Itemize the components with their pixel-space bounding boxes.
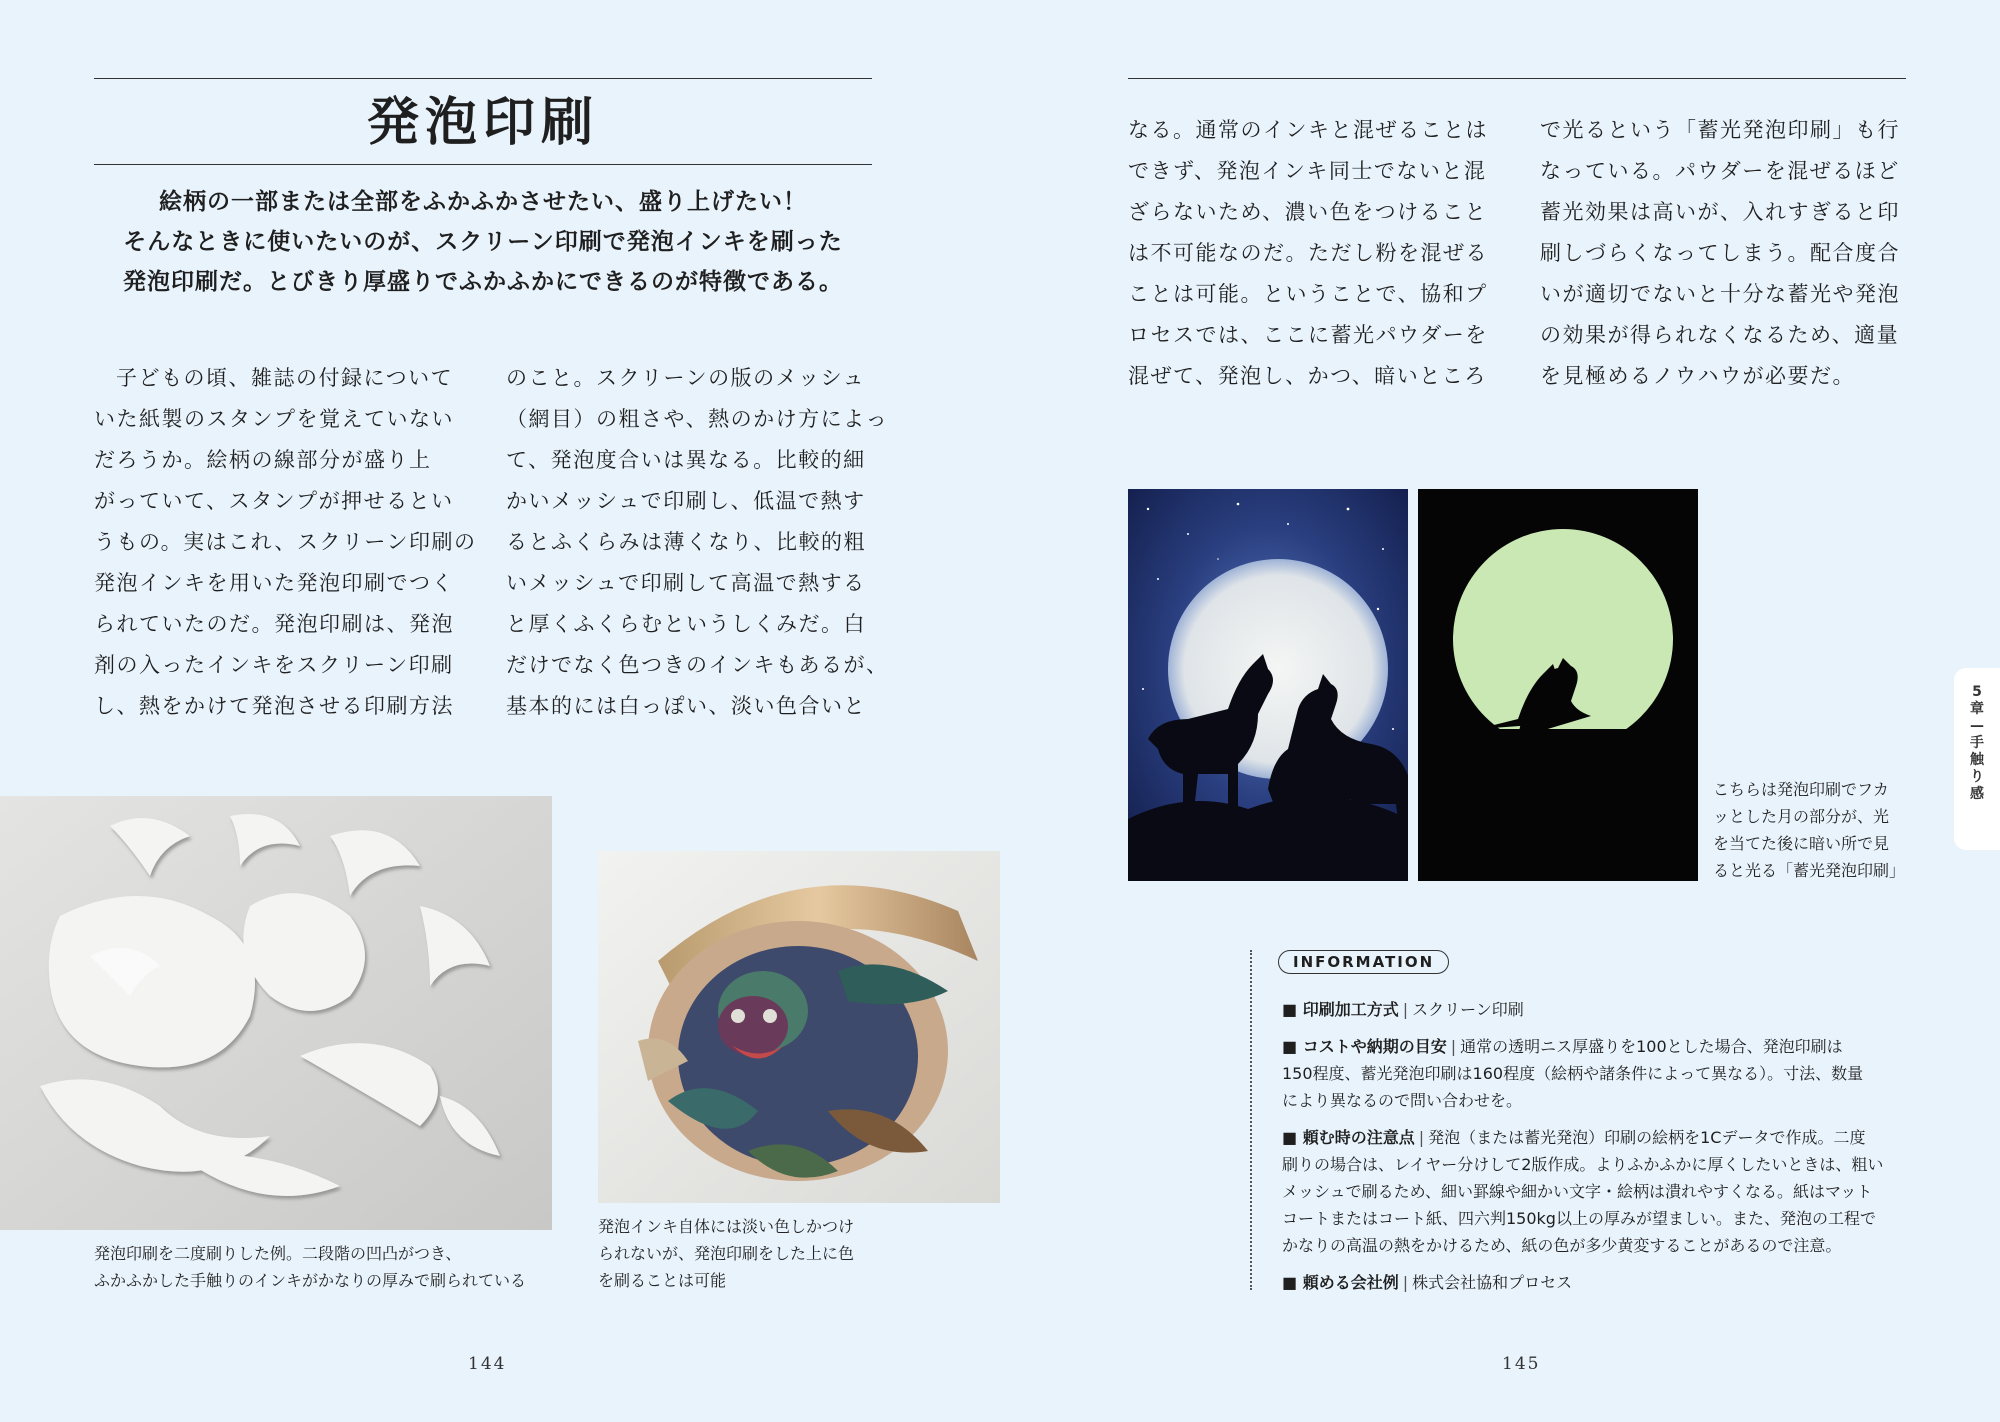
chapter-tab-char: — — [1970, 718, 1984, 734]
body-line: ロセスでは、ここに蓄光パウダーを — [1128, 323, 1488, 347]
info-value: 発泡（または蓄光発泡）印刷の絵柄を1Cデータで作成。二度 — [1428, 1128, 1866, 1147]
title-rule-bottom — [94, 164, 872, 165]
body-line: るとふくらみは薄くなり、比較的粗 — [506, 530, 866, 554]
body-line: のこと。スクリーンの版のメッシュ — [506, 366, 866, 390]
body-line: 混ぜて、発泡し、かつ、暗いところ — [1128, 364, 1487, 388]
info-key: ■ 印刷加工方式 — [1282, 1000, 1399, 1019]
right-body-column-2 — [1540, 110, 1920, 397]
info-line: かなりの高温の熱をかけるため、紙の色が多少黄変することがあるので注意。 — [1282, 1236, 1842, 1255]
information-body — [1282, 996, 1912, 1306]
page-number-left: 144 — [468, 1354, 507, 1374]
body-line: いメッシュで印刷して高温で熱する — [506, 571, 866, 595]
chapter-tab-char: り — [1970, 769, 1984, 785]
colored-foam-print-photo — [598, 851, 1000, 1203]
body-line: て、発泡度合いは異なる。比較的細 — [506, 448, 866, 472]
body-line: 蓄光効果は高いが、入れすぎると印 — [1540, 200, 1900, 224]
body-line: を見極めるノウハウが必要だ。 — [1540, 364, 1855, 388]
body-line: 剤の入ったインキをスクリーン印刷 — [94, 653, 454, 677]
caption-line: ッとした月の部分が、光 — [1713, 807, 1890, 826]
caption-line: 発泡印刷を二度刷りした例。二段階の凹凸がつき、 — [94, 1244, 462, 1263]
body-line: 子どもの頃、雑誌の付録について — [116, 366, 454, 390]
caption-glow-print — [1713, 776, 1905, 884]
chapter-tab-char: 5 — [1972, 684, 1982, 700]
info-separator: | — [1402, 1000, 1409, 1019]
caption-line: 発泡インキ自体には淡い色しかつけ — [598, 1217, 855, 1236]
information-box — [1250, 950, 1912, 1290]
body-line: と厚くふくらむというしくみだ。白 — [506, 612, 866, 636]
caption-dragon — [94, 1240, 526, 1294]
info-notes — [1282, 1124, 1912, 1259]
caption-line: ると光る「蓄光発泡印刷」 — [1713, 861, 1906, 880]
body-line: いた紙製のスタンプを覚えていない — [94, 407, 454, 431]
info-separator: | — [1450, 1037, 1457, 1056]
info-line — [1282, 1124, 1912, 1151]
body-line: ざらないため、濃い色をつけること — [1128, 200, 1488, 224]
info-method — [1282, 996, 1912, 1023]
body-line: （網目）の粗さや、熱のかけ方によっ — [506, 407, 889, 431]
lead-line: 発泡印刷だ。とびきり厚盛りでふかふかにできるのが特徴である。 — [123, 268, 843, 295]
body-line: かいメッシュで印刷し、低温で熱す — [506, 489, 866, 513]
body-line: 発泡インキを用いた発泡印刷でつく — [94, 571, 454, 595]
info-line — [1282, 1269, 1912, 1296]
body-line: は不可能なのだ。ただし粉を混ぜる — [1128, 241, 1488, 265]
right-body-column-1 — [1128, 110, 1508, 397]
caption-line: られないが、発泡印刷をした上に色 — [598, 1244, 855, 1263]
body-line: だろうか。絵柄の線部分が盛り上 — [94, 448, 432, 472]
info-key: ■ 頼める会社例 — [1282, 1273, 1399, 1292]
title-rule-top — [94, 78, 872, 79]
body-line: られていたのだ。発泡印刷は、発泡 — [94, 612, 454, 636]
info-line — [1282, 1033, 1912, 1060]
info-line: により異なるので問い合わせを。 — [1282, 1091, 1523, 1110]
wolves-moon-photo-lit — [1128, 489, 1408, 881]
page-number-right: 145 — [1502, 1354, 1541, 1374]
wolves-moon-photo-glow — [1418, 489, 1698, 881]
info-separator: | — [1418, 1128, 1425, 1147]
caption-line: を刷ることは可能 — [598, 1271, 727, 1290]
body-line: 基本的には白っぽい、淡い色合いと — [506, 694, 866, 718]
chapter-tab-char: 章 — [1970, 701, 1984, 717]
body-line: の効果が得られなくなるため、適量 — [1540, 323, 1900, 347]
lead-line: そんなときに使いたいのが、スクリーン印刷で発泡インキを刷った — [123, 228, 843, 255]
body-line: いが適切でないと十分な蓄光や発泡 — [1540, 282, 1900, 306]
info-value: 株式会社協和プロセス — [1412, 1273, 1573, 1292]
info-key: ■ コストや納期の目安 — [1282, 1037, 1447, 1056]
caption-line: を当てた後に暗い所で見 — [1713, 834, 1890, 853]
info-line: コートまたはコート紙、四六判150kg以上の厚みが望ましい。また、発泡の工程で — [1282, 1209, 1876, 1228]
information-badge: INFORMATION — [1278, 950, 1449, 974]
left-body-column-2 — [506, 358, 889, 727]
embossed-dragon-photo — [0, 796, 552, 1230]
caption-line: こちらは発泡印刷でフカ — [1713, 780, 1889, 799]
info-cost — [1282, 1033, 1912, 1114]
lead-line: 絵柄の一部または全部をふかふかさせたい、盛り上げたい！ — [159, 188, 807, 215]
body-line: し、熱をかけて発泡させる印刷方法 — [94, 694, 454, 718]
info-key: ■ 頼む時の注意点 — [1282, 1128, 1415, 1147]
caption-colored-print — [598, 1213, 854, 1294]
body-line: できず、発泡インキ同士でないと混 — [1128, 159, 1487, 183]
lead-text — [94, 182, 872, 302]
chapter-tab-char: 感 — [1970, 786, 1984, 802]
caption-line: ふかふかした手触りのインキがかなりの厚みで刷られている — [94, 1271, 527, 1290]
info-line: 刷りの場合は、レイヤー分けして2版作成。よりふかふかに厚くしたいときは、粗い — [1282, 1155, 1884, 1174]
body-line: 刷しづらくなってしまう。配合度合 — [1540, 241, 1900, 265]
info-value: 通常の透明ニス厚盛りを100とした場合、発泡印刷は — [1460, 1037, 1843, 1056]
page-title: 発泡印刷 — [366, 92, 599, 153]
info-value: スクリーン印刷 — [1412, 1000, 1524, 1019]
right-top-rule — [1128, 78, 1906, 79]
info-line: メッシュで刷るため、細い罫線や細かい文字・絵柄は潰れやすくなる。紙はマット — [1282, 1182, 1873, 1201]
body-line: なる。通常のインキと混ぜることは — [1128, 118, 1488, 142]
info-line: 150程度、蓄光発泡印刷は160程度（絵柄や諸条件によって異なる）。寸法、数量 — [1282, 1064, 1864, 1083]
body-line: うもの。実はこれ、スクリーン印刷の — [94, 530, 477, 554]
chapter-tab-char: 触 — [1970, 752, 1984, 768]
body-line: ことは可能。ということで、協和プ — [1128, 282, 1488, 306]
info-line — [1282, 996, 1912, 1023]
body-line: で光るという「蓄光発泡印刷」も行 — [1540, 118, 1900, 142]
body-line: なっている。パウダーを混ぜるほど — [1540, 159, 1900, 183]
info-company — [1282, 1269, 1912, 1296]
body-line: がっていて、スタンプが押せるとい — [94, 489, 454, 513]
chapter-tab — [1954, 668, 2000, 850]
left-body-column-1 — [94, 358, 477, 727]
body-line: だけでなく色つきのインキもあるが、 — [506, 653, 889, 677]
chapter-tab-char: 手 — [1970, 735, 1984, 751]
info-separator: | — [1402, 1273, 1409, 1292]
